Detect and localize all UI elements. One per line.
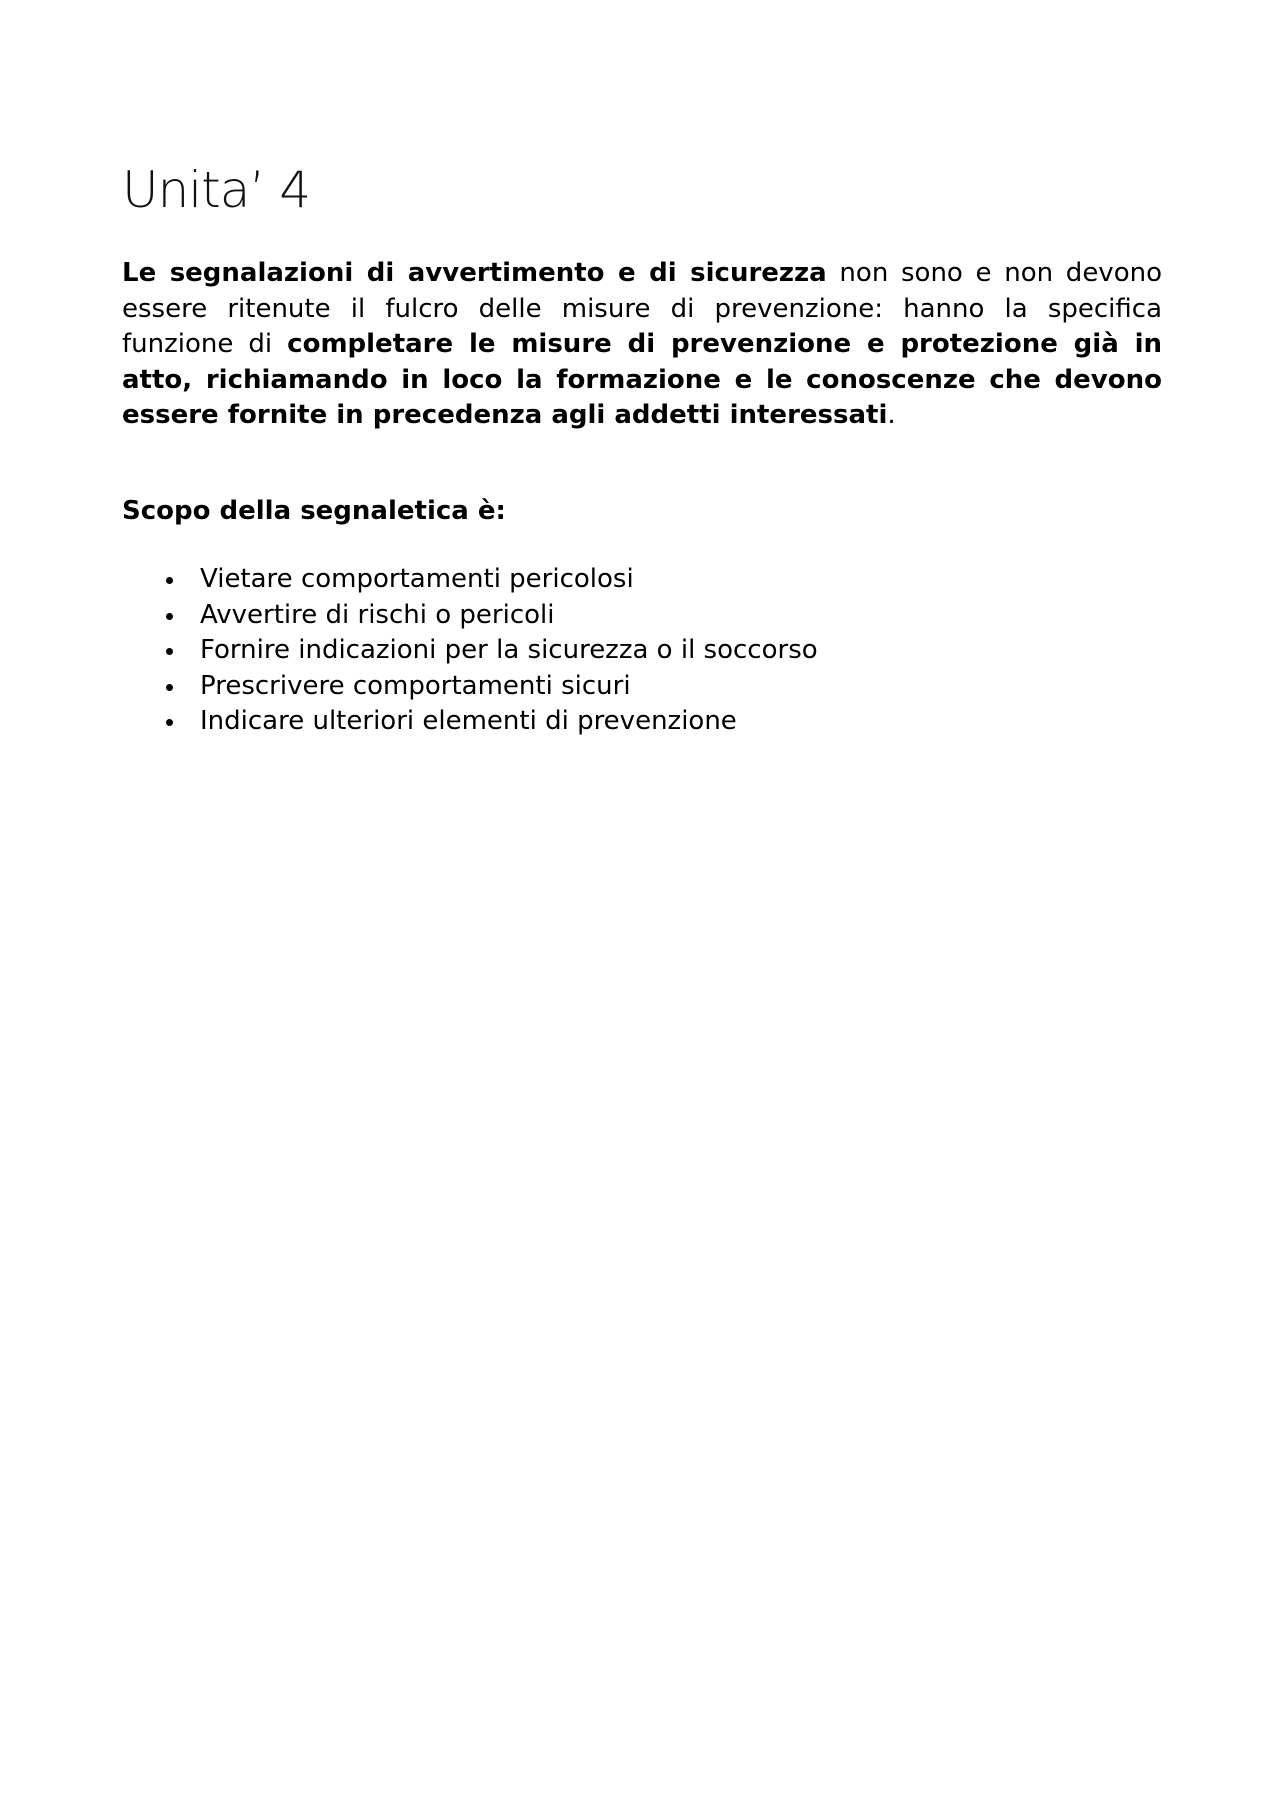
list-item: [122, 633, 818, 669]
list-item-text: Avvertire di rischi o pericoli: [200, 599, 555, 630]
list-item-text: Vietare comportamenti pericolosi: [200, 564, 634, 594]
list-item: [122, 598, 818, 634]
intro-bold-purpose: completare le misure di prevenzione e protezione già in atto, richiamando in loco la formazione e le conoscenze che devono essere fornite in precedenza agli addetti interessati: [122, 329, 1162, 430]
list-item: [122, 704, 818, 740]
intro-text: non sono e non devono essere ritenute il fulcro delle misure di prevenzione: hanno la specifica funzione di: [122, 258, 1162, 359]
list-item-text: Indicare ulteriori elementi di prevenzione: [200, 706, 737, 736]
bullet-icon: [166, 684, 173, 691]
intro-paragraph: [122, 256, 1162, 434]
page-title: Unita’ 4: [122, 161, 311, 219]
intro-period: .: [887, 400, 896, 430]
bullet-icon: [166, 719, 173, 726]
intro-bold-lead: Le segnalazioni di avvertimento e di sicurezza: [122, 258, 827, 288]
bullet-icon: [166, 577, 173, 584]
list-item-text: Fornire indicazioni per la sicurezza o il soccorso: [200, 635, 818, 665]
bullet-icon: [166, 613, 173, 620]
bullet-icon: [166, 648, 173, 655]
list-item: [122, 562, 818, 598]
purpose-heading: Scopo della segnaletica è:: [122, 496, 506, 526]
purpose-list: [122, 562, 818, 740]
list-item: [122, 669, 818, 705]
list-item-text: Prescrivere comportamenti sicuri: [200, 670, 631, 701]
